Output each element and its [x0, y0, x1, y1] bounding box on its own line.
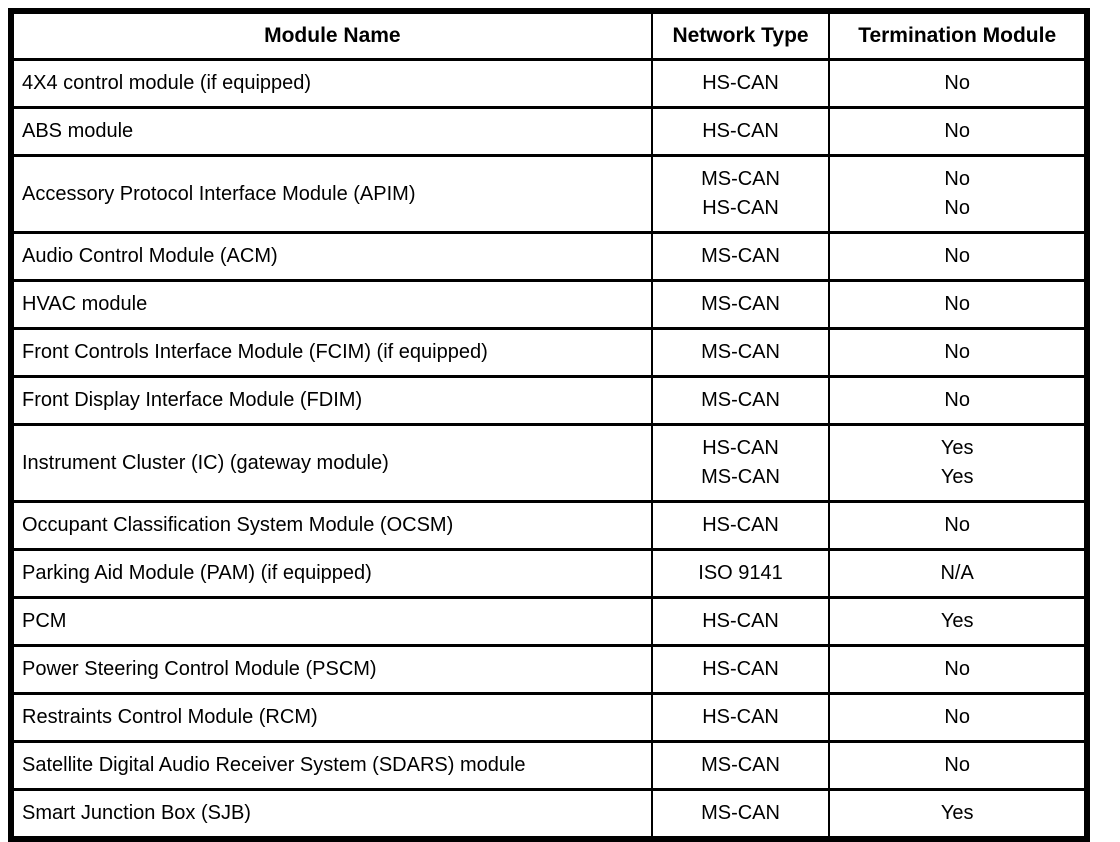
table-row [14, 646, 1084, 694]
termination-value: No [944, 754, 970, 776]
termination-value: N/A [940, 562, 974, 584]
termination-value: No [944, 706, 970, 728]
termination-cell [829, 425, 1084, 502]
table-row [14, 281, 1084, 329]
table-row [14, 156, 1084, 233]
network-type-value: ISO 9141 [698, 562, 783, 584]
network-type-cell [652, 550, 830, 598]
termination-cell [829, 790, 1084, 837]
module-name-cell: Restraints Control Module (RCM) [14, 694, 652, 742]
table-row [14, 377, 1084, 425]
network-type-value: MS-CAN [701, 168, 780, 190]
termination-cell [829, 329, 1084, 377]
column-header-network-type: Network Type [652, 14, 830, 60]
table-row [14, 742, 1084, 790]
termination-cell [829, 550, 1084, 598]
network-type-cell [652, 329, 830, 377]
module-name-cell: Satellite Digital Audio Receiver System (SDARS) module [14, 742, 652, 790]
network-type-value: HS-CAN [702, 120, 779, 142]
network-type-value: MS-CAN [701, 293, 780, 315]
termination-cell [829, 598, 1084, 646]
table-row [14, 598, 1084, 646]
termination-value: Yes [940, 610, 974, 632]
termination-cell [829, 377, 1084, 425]
termination-value: No [944, 389, 970, 411]
termination-cell [829, 742, 1084, 790]
network-type-value: HS-CAN [702, 610, 779, 632]
network-type-cell [652, 233, 830, 281]
module-name-cell: HVAC module [14, 281, 652, 329]
termination-cell [829, 281, 1084, 329]
table-row [14, 502, 1084, 550]
network-type-value: HS-CAN [702, 72, 779, 94]
network-type-value: MS-CAN [701, 341, 780, 363]
module-name-cell: ABS module [14, 108, 652, 156]
termination-cell [829, 233, 1084, 281]
module-name-cell: Front Display Interface Module (FDIM) [14, 377, 652, 425]
network-type-cell [652, 598, 830, 646]
network-type-cell [652, 377, 830, 425]
network-type-value: HS-CAN [702, 514, 779, 536]
network-type-cell [652, 646, 830, 694]
network-type-cell [652, 281, 830, 329]
module-name-cell: 4X4 control module (if equipped) [14, 60, 652, 108]
module-name-cell: Instrument Cluster (IC) (gateway module) [14, 425, 652, 502]
module-network-table-frame [8, 8, 1090, 842]
table-row [14, 60, 1084, 108]
termination-value: Yes [940, 802, 974, 824]
module-name-cell: Smart Junction Box (SJB) [14, 790, 652, 837]
network-type-value: HS-CAN [702, 197, 779, 219]
network-type-cell [652, 108, 830, 156]
termination-value: No [944, 245, 970, 267]
table-body [14, 60, 1084, 837]
termination-cell [829, 646, 1084, 694]
termination-cell [829, 108, 1084, 156]
table-header [14, 14, 1084, 60]
termination-value: No [944, 168, 970, 190]
termination-cell [829, 694, 1084, 742]
network-type-cell [652, 694, 830, 742]
network-type-cell [652, 502, 830, 550]
termination-cell [829, 502, 1084, 550]
table-row [14, 233, 1084, 281]
network-type-value: MS-CAN [701, 802, 780, 824]
termination-value: No [944, 197, 970, 219]
termination-value: No [944, 293, 970, 315]
network-type-value: HS-CAN [702, 658, 779, 680]
network-type-cell [652, 60, 830, 108]
network-type-value: HS-CAN [702, 437, 779, 459]
table-row [14, 425, 1084, 502]
table-row [14, 329, 1084, 377]
network-type-cell [652, 742, 830, 790]
network-type-value: MS-CAN [701, 754, 780, 776]
termination-cell [829, 60, 1084, 108]
termination-value: No [944, 341, 970, 363]
module-name-cell: Power Steering Control Module (PSCM) [14, 646, 652, 694]
module-name-cell: Parking Aid Module (PAM) (if equipped) [14, 550, 652, 598]
module-name-cell: Front Controls Interface Module (FCIM) (if equipped) [14, 329, 652, 377]
module-name-cell: Audio Control Module (ACM) [14, 233, 652, 281]
network-type-cell [652, 156, 830, 233]
termination-cell [829, 156, 1084, 233]
module-name-cell: PCM [14, 598, 652, 646]
table-row [14, 550, 1084, 598]
termination-value: Yes [940, 437, 974, 459]
table-row [14, 108, 1084, 156]
module-network-table [14, 14, 1084, 836]
termination-value: No [944, 72, 970, 94]
module-name-cell: Accessory Protocol Interface Module (APIM) [14, 156, 652, 233]
table-row [14, 790, 1084, 837]
module-name-cell: Occupant Classification System Module (OCSM) [14, 502, 652, 550]
column-header-module-name: Module Name [14, 14, 652, 60]
table-row [14, 694, 1084, 742]
termination-value: No [944, 120, 970, 142]
termination-value: Yes [940, 466, 974, 488]
termination-value: No [944, 658, 970, 680]
network-type-cell [652, 790, 830, 837]
network-type-value: HS-CAN [702, 706, 779, 728]
column-header-termination-module: Termination Module [829, 14, 1084, 60]
termination-value: No [944, 514, 970, 536]
network-type-value: MS-CAN [701, 245, 780, 267]
network-type-cell [652, 425, 830, 502]
network-type-value: MS-CAN [701, 466, 780, 488]
header-row [14, 14, 1084, 60]
network-type-value: MS-CAN [701, 389, 780, 411]
